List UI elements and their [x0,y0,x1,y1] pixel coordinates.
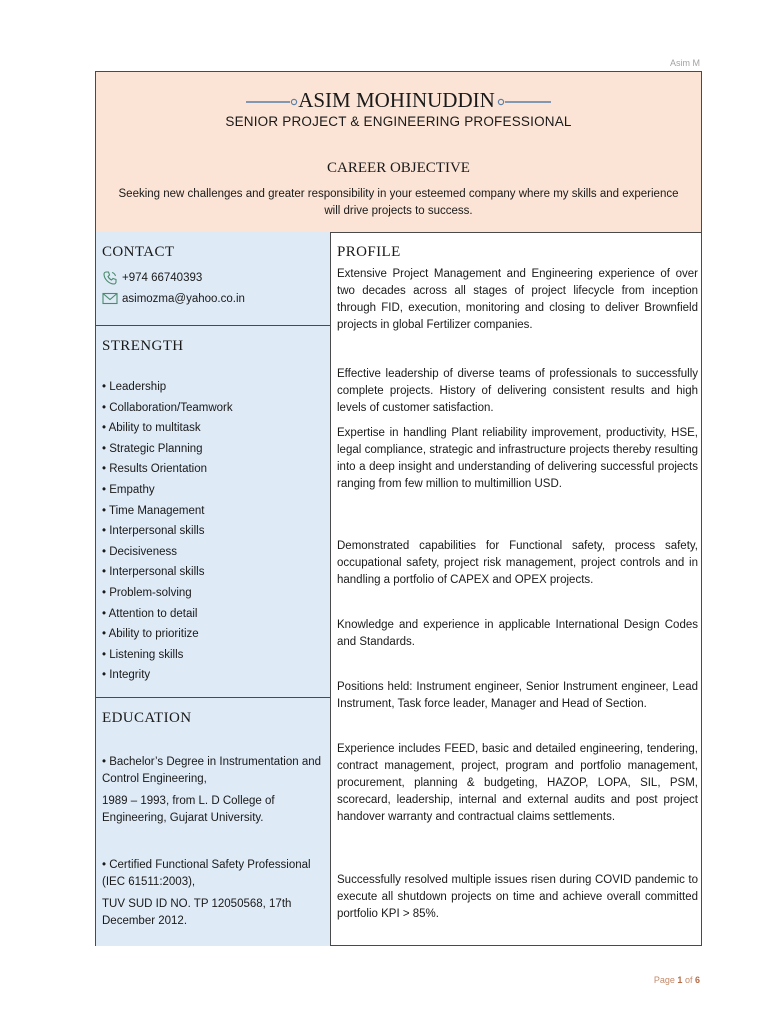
ornament-right-icon [495,98,551,106]
name-band [96,72,701,148]
resume-page [95,71,702,946]
header-author: Asim M [670,58,700,68]
phone-number: +974 66740393 [122,272,203,284]
list-item: • Results Orientation [102,463,208,476]
education-certification-detail: TUV SUD ID NO. TP 12050568, 17th December 2012. [102,898,292,927]
right-column [330,232,702,946]
contact-phone [102,270,202,286]
list-item: • Leadership [102,381,167,393]
ornament-left-icon [246,98,298,106]
left-column [96,232,331,946]
contact-section [96,232,330,326]
list-item: • Problem-solving [102,586,192,599]
career-objective-text: Seeking new challenges and greater responsibility in your esteemed company where my skills and experience will drive projects to success. [118,188,679,217]
list-item: • Listening skills [102,648,184,661]
list-item: • Collaboration/Teamwork [102,401,233,414]
education-certification: • Certified Functional Safety Professional (IEC 61511:2003), [102,859,311,888]
profile-paragraph: Expertise in handling Plant reliability improvement, productivity, HSE, legal compliance, strategic and infrastructure projects thereby resulting into a deep insight and understanding of delivering successful projects ranging from few million to multimillion USD. [337,427,698,490]
contact-email [102,292,245,305]
profile-paragraph: Demonstrated capabilities for Functional safety, process safety, occupational safety, project risk management, project controls and in handling a portfolio of CAPEX and OPEX projects. [337,540,698,586]
profile-paragraph: Effective leadership of diverse teams of professionals to successfully complete projects. History of delivering consistent results and high levels of customer satisfaction. [337,368,698,414]
profile-paragraph: Positions held: Instrument engineer, Senior Instrument engineer, Lead Instrument, Task force leader, Manager and Head of Section. [337,681,698,710]
list-item: • Strategic Planning [102,442,203,455]
profile-paragraph: Experience includes FEED, basic and detailed engineering, tendering, contract management, project, program and portfolio management, procurement, planning & budgeting, HAZOP, LOPA, SIL, PSM, scorecard, leadership, internal and external audits and post project handover warranty and contractual claims settlements. [337,743,698,823]
list-item: • Empathy [102,483,155,496]
phone-icon [102,270,118,286]
education-degree-detail: 1989 – 1993, from L. D College of Engineering, Gujarat University. [102,795,275,824]
profile-paragraph: Successfully resolved multiple issues risen during COVID pandemic to execute all shutdown projects on time and achieve overall committed portfolio KPI > 85%. [337,874,698,920]
list-item: • Integrity [102,669,151,682]
list-item: • Ability to multitask [102,422,201,435]
list-item: • Interpersonal skills [102,566,205,579]
strength-list [102,377,233,686]
page-total: 6 [694,975,700,985]
list-item: • Attention to detail [102,607,198,620]
name-row [96,88,701,113]
profile-paragraph: Knowledge and experience in applicable International Design Codes and Standards. [337,619,698,648]
professional-title: SENIOR PROJECT & ENGINEERING PROFESSIONAL [225,114,572,129]
contact-heading: CONTACT [102,244,175,260]
list-item: • Decisiveness [102,545,177,558]
profile-heading: PROFILE [337,244,401,260]
education-heading: EDUCATION [102,710,192,726]
career-objective-section [96,147,701,233]
page-current: 1 [677,975,683,985]
education-degree: • Bachelor’s Degree in Instrumentation and Control Engineering, [102,756,322,785]
list-item: • Interpersonal skills [102,525,205,538]
envelope-icon [102,292,118,305]
education-section [96,698,330,946]
strength-heading: STRENGTH [102,338,184,354]
profile-paragraph: Extensive Project Management and Engineering experience of over two decades across all stages of project lifecycle from inception through FID, execution, monitoring and closing to deliver Brownfield projects in global Fertilizer companies. [337,268,698,331]
strength-section [96,326,330,698]
page-number-footer: Page 1 of 6 [653,975,700,985]
full-name: ASIM MOHINUDDIN [298,88,495,112]
list-item: • Ability to prioritize [102,628,199,641]
email-address[interactable]: asimozma@yahoo.co.in [122,292,245,305]
career-objective-heading: CAREER OBJECTIVE [327,160,470,176]
list-item: • Time Management [102,504,205,517]
